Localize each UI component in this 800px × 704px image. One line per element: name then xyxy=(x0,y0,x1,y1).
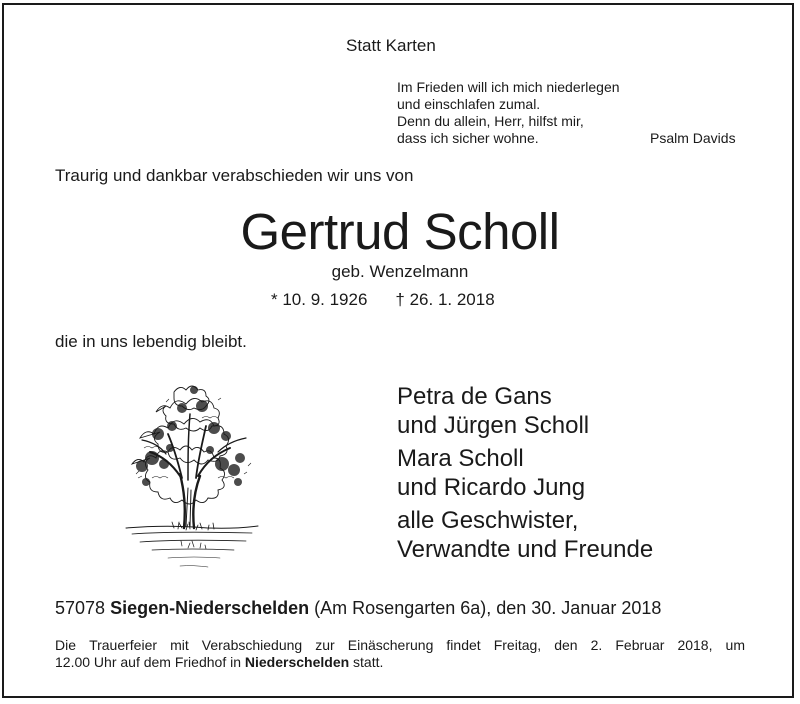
life-dates xyxy=(271,290,495,310)
verse-author: Psalm Davids xyxy=(650,130,736,146)
mourner-name: alle Geschwister, xyxy=(397,507,579,534)
city-name: Siegen-Niederschelden xyxy=(110,598,310,618)
funeral-word: Februar xyxy=(615,637,665,653)
funeral-info-line xyxy=(55,654,745,671)
verse-line: und einschlafen zumal. xyxy=(397,96,541,112)
funeral-word: Verabschiedung xyxy=(201,637,303,653)
maiden-name: geb. Wenzelmann xyxy=(331,262,469,281)
funeral-word: Einäscherung xyxy=(347,637,434,653)
mourner-name: Petra de Gans xyxy=(397,383,552,410)
verse-line: Denn du allein, Herr, hilfst mir, xyxy=(397,113,584,129)
deceased-name: Gertrud Scholl xyxy=(240,203,560,260)
funeral-info xyxy=(55,637,745,671)
intro-text: Traurig und dankbar verabschieden wir uns von xyxy=(55,166,414,185)
memory-text: die in uns lebendig bleibt. xyxy=(55,332,247,351)
mourner-group xyxy=(397,444,653,502)
birth-date: * 10. 9. 1926 xyxy=(271,290,368,309)
mourner-name: und Ricardo Jung xyxy=(397,474,586,501)
death-date: † 26. 1. 2018 xyxy=(395,290,495,309)
funeral-word: Trauerfeier xyxy=(89,637,158,653)
verse-line: Im Frieden will ich mich niederlegen xyxy=(397,79,620,95)
mourner-name: Verwandte und Freunde xyxy=(397,536,654,563)
funeral-word: mit xyxy=(170,637,189,653)
funeral-text: 12.00 Uhr auf dem Friedhof in xyxy=(55,654,241,670)
bible-verse xyxy=(397,79,620,147)
mourner-group xyxy=(397,382,653,440)
header-text: Statt Karten xyxy=(346,36,436,55)
funeral-word: den xyxy=(554,637,578,653)
funeral-word: Freitag, xyxy=(493,637,542,653)
tree-icon xyxy=(122,378,262,576)
funeral-word: 2018, xyxy=(677,637,713,653)
mourner-name: Mara Scholl xyxy=(397,445,524,472)
funeral-word: findet xyxy=(446,637,481,653)
place-date-line xyxy=(55,598,661,619)
address-date: (Am Rosengarten 6a), den 30. Januar 2018 xyxy=(314,598,662,618)
mourner-group xyxy=(397,506,653,564)
funeral-location: Niederschelden xyxy=(244,654,350,670)
verse-line: dass ich sicher wohne. xyxy=(397,130,539,146)
funeral-word: Die xyxy=(55,637,77,653)
funeral-info-line xyxy=(55,637,745,654)
funeral-word: 2. xyxy=(590,637,603,653)
mourner-name: und Jürgen Scholl xyxy=(397,412,590,439)
mourners-list xyxy=(397,382,653,568)
funeral-text: statt. xyxy=(353,654,384,670)
funeral-word: um xyxy=(725,637,745,653)
funeral-word: zur xyxy=(315,637,335,653)
postal-code: 57078 xyxy=(55,598,106,618)
